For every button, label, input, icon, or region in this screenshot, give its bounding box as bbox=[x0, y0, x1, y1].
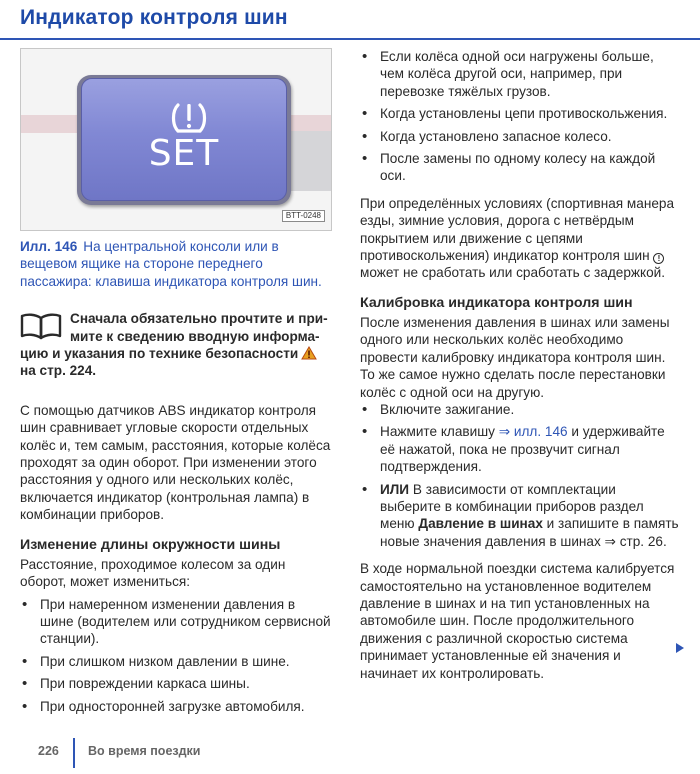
circumference-list bbox=[20, 596, 332, 715]
right-column bbox=[360, 48, 680, 682]
notice-line-4: на стр. 224. bbox=[20, 363, 97, 379]
figure-background-panel bbox=[291, 131, 331, 191]
or-label: ИЛИ bbox=[380, 481, 410, 497]
calibration-steps bbox=[360, 401, 680, 550]
notice-line-3: цию и указания по технике безопасности bbox=[20, 346, 299, 362]
step2-text: Нажмите клавишу bbox=[380, 424, 495, 440]
list-item: • Включите зажигание. bbox=[360, 401, 680, 418]
figure-code: BTT-0248 bbox=[282, 210, 325, 222]
intro-paragraph: С помощью датчиков ABS индикатор контроля шин сравнивает угловые скорости отдельных колёс и, тем самым, расстояния, которые колёса проходят за один оборот. При изменении этого расстояния у одного или нескольких колёс, включается индикатор (контрольная лампа) в комбинации приборов. bbox=[20, 402, 331, 523]
conditions-text-end: может не сработать или сработать с задержкой. bbox=[360, 265, 666, 281]
list-item: • При повреждении каркаса шины. bbox=[20, 675, 332, 692]
conditions-text: При определённых условиях (спортивная манера езды, зимние условия, дорога с нетвёрдым покрытием или движение с цепями противоскольжения) индикатор контроля шин bbox=[360, 195, 675, 264]
tire-pressure-warning-icon bbox=[169, 100, 209, 136]
list-item: • Когда установлено запасное колесо. bbox=[360, 128, 680, 145]
circumference-text: Расстояние, проходимое колесом за один оборот, может измениться: bbox=[20, 556, 286, 590]
title-rule bbox=[0, 38, 700, 40]
figure-caption-text: На центральной консоли или в вещевом ящике на стороне переднего пассажира: клавиша индикатора контроля шин. bbox=[20, 239, 322, 289]
set-key-label: SET bbox=[148, 133, 220, 174]
figure-illustration bbox=[20, 48, 332, 231]
page-title: Индикатор контроля шин bbox=[20, 6, 288, 29]
list-item bbox=[360, 423, 680, 475]
figure-caption bbox=[20, 238, 332, 290]
step2-text-end: и удерживайте её нажатой, пока не прозвучит сигнал подтверждения. bbox=[380, 424, 665, 475]
section-heading-calibration: Калибровка индикатора контроля шин bbox=[360, 294, 633, 311]
list-item: • Когда установлены цепи противоскольжения. bbox=[360, 105, 680, 122]
list-item: • При намеренном изменении давления в шине (водителем или сотрудником сервисной станции). bbox=[20, 596, 332, 648]
step3-text-end: и запишите в память новые значения давления в шинах ⇒ стр. 26. bbox=[380, 516, 679, 549]
list-item: • После замены по одному колесу на каждой оси. bbox=[360, 150, 680, 185]
notice-line-2: мите к сведению вводную информа- bbox=[70, 328, 320, 344]
footer-section-title: Во время поездки bbox=[88, 744, 201, 758]
footer-divider bbox=[73, 738, 75, 768]
load-conditions-list bbox=[360, 48, 680, 185]
book-icon bbox=[20, 312, 62, 340]
step3-text: В зависимости от комплектации выберите в комбинации приборов раздел меню bbox=[380, 481, 644, 532]
figure-reference-link[interactable]: ⇒ илл. 146 bbox=[498, 424, 568, 440]
safety-notice bbox=[20, 310, 332, 380]
conditions-paragraph bbox=[360, 195, 680, 282]
list-item: • При слишком низком давлении в шине. bbox=[20, 653, 332, 670]
page-number: 226 bbox=[38, 744, 59, 758]
warning-triangle-icon bbox=[301, 346, 317, 360]
list-item bbox=[360, 481, 680, 551]
left-column bbox=[20, 48, 332, 715]
figure-caption-label: Илл. 146 bbox=[20, 239, 78, 254]
next-page-arrow-icon bbox=[676, 643, 684, 653]
list-item: • Если колёса одной оси нагружены больше, чем колёса другой оси, например, при перевозке тяжёлых грузов. bbox=[360, 48, 680, 100]
section-heading-circumference: Изменение длины окружности шины bbox=[20, 536, 281, 553]
notice-line-1: Сначала обязательно прочтите и при- bbox=[70, 311, 328, 327]
calibration-text: После изменения давления в шинах или замены одного или нескольких колёс необходимо провести калибровку индикатора контроля шин. То же самое нужно сделать после перестановки колёс с одной оси на другую. bbox=[360, 314, 670, 400]
tire-indicator-symbol: ! bbox=[653, 253, 664, 264]
final-paragraph: В ходе нормальной поездки система калибруется самостоятельно на установленное водителем давление в шинах и на тип установленных на автомобиле шин. После продолжительного движения с различной скоростью система принимает установленные ей значения и начинает их контролировать. bbox=[360, 561, 675, 681]
menu-item-tire-pressure: Давление в шинах bbox=[418, 516, 543, 532]
list-item: • При односторонней загрузке автомобиля. bbox=[20, 698, 332, 715]
